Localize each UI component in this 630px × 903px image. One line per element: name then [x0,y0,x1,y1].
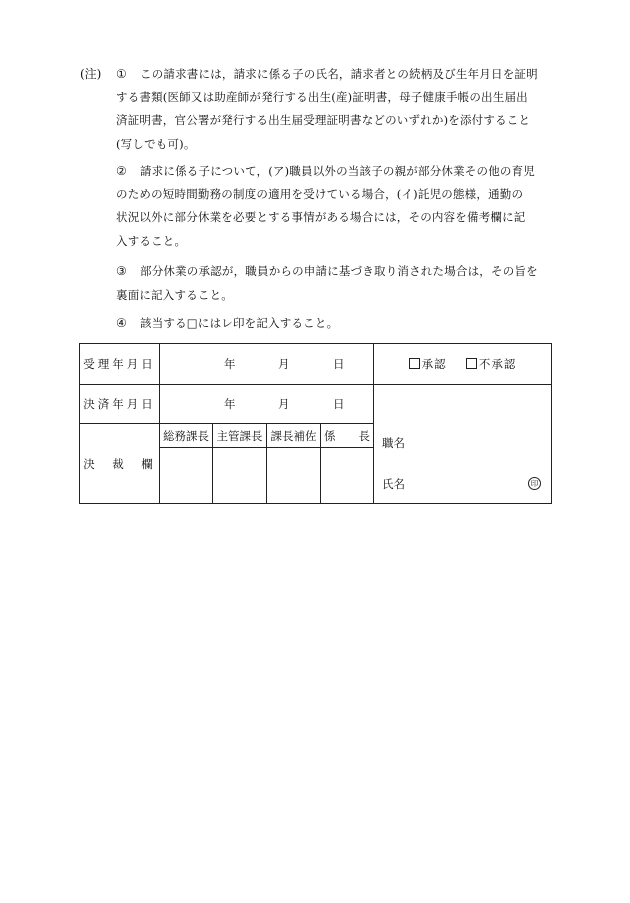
note-1-line-3: 済証明書，官公署が発行する出生届受理証明書などのいずれか)を添付すること [116,113,531,128]
disapprove-option[interactable] [466,357,517,371]
seal-mark: 印 [528,477,541,490]
seal-box-section-chief[interactable] [321,448,374,504]
decided-date-field[interactable] [160,385,374,424]
note-4-line-1: 該当する□にはレ印を記入すること。 [140,316,339,330]
received-date-field[interactable] [160,344,374,385]
seal-box-general-affairs-manager[interactable] [160,448,213,504]
note-2-line-2: のための短時間勤務の制度の適用を受けている場合，(イ)託児の態様，通勤の [116,187,524,201]
note-3-continued [116,284,233,307]
decision-column-label: 決 裁 欄 [80,424,160,504]
approver-section-chief: 係 長 [321,424,374,448]
received-month-unit: 月 [278,357,290,371]
disapprove-label: 不承認 [478,357,517,371]
position-label: 職名 [382,436,405,450]
approver-general-affairs-manager: 総務課長 [160,424,213,448]
note-4-number: ④ [116,316,127,330]
note-3-line-2: 裏面に記入すること。 [116,288,233,302]
received-day-unit: 日 [333,357,345,371]
decided-month-unit: 月 [278,397,290,411]
received-date-label: 受理年月日 [80,344,160,385]
note-1 [140,63,538,86]
note-2-line-3: 状況以外に部分休業を必要とする事情がある場合には，その内容を備考欄に記 [116,210,526,225]
note-1-line-4: (写しでも可)。 [116,136,196,151]
note-3-line-1: 部分休業の承認が，職員からの申請に基づき取り消された場合は，その旨を [140,264,538,278]
approve-label: 承認 [421,357,447,371]
decided-date-label: 決済年月日 [80,385,160,424]
received-year-unit: 年 [224,357,236,371]
approver-assistant-manager: 課長補佐 [267,424,321,448]
note-2-line-1: 請求に係る子について，(ア)職員以外の当該子の親が部分休業その他の育児 [140,164,536,178]
name-label: 氏名 [382,477,405,491]
note-2-continued [116,183,526,253]
note-1-line-1: この請求書には，請求に係る子の氏名，請求者との続柄及び生年月日を証明 [140,67,538,81]
note-1-line-2: する書類(医師又は助産師が発行する出生(産)証明書，母子健康手帳の出生届出 [116,90,528,104]
approve-option[interactable] [409,357,447,371]
seal-box-assistant-manager[interactable] [267,448,321,504]
note-2 [140,160,535,183]
note-2-number: ② [116,164,127,178]
approval-form-table [79,343,552,504]
approve-checkbox[interactable] [409,358,420,369]
decided-year-unit: 年 [224,397,236,411]
note-2-line-4: 入すること。 [116,233,187,248]
note-4 [140,312,338,335]
decided-date-row [80,385,552,424]
disapprove-checkbox[interactable] [466,358,477,369]
approval-options [374,344,552,385]
signature-cell [374,385,552,504]
notes-prefix: (注) [80,67,102,81]
note-1-continued [116,86,530,156]
received-date-row [80,344,552,385]
seal-box-division-manager[interactable] [213,448,267,504]
approver-division-manager: 主管課長 [213,424,267,448]
decided-day-unit: 日 [333,397,345,411]
note-3 [140,260,538,283]
note-3-number: ③ [116,264,127,278]
note-1-number: ① [116,67,127,81]
